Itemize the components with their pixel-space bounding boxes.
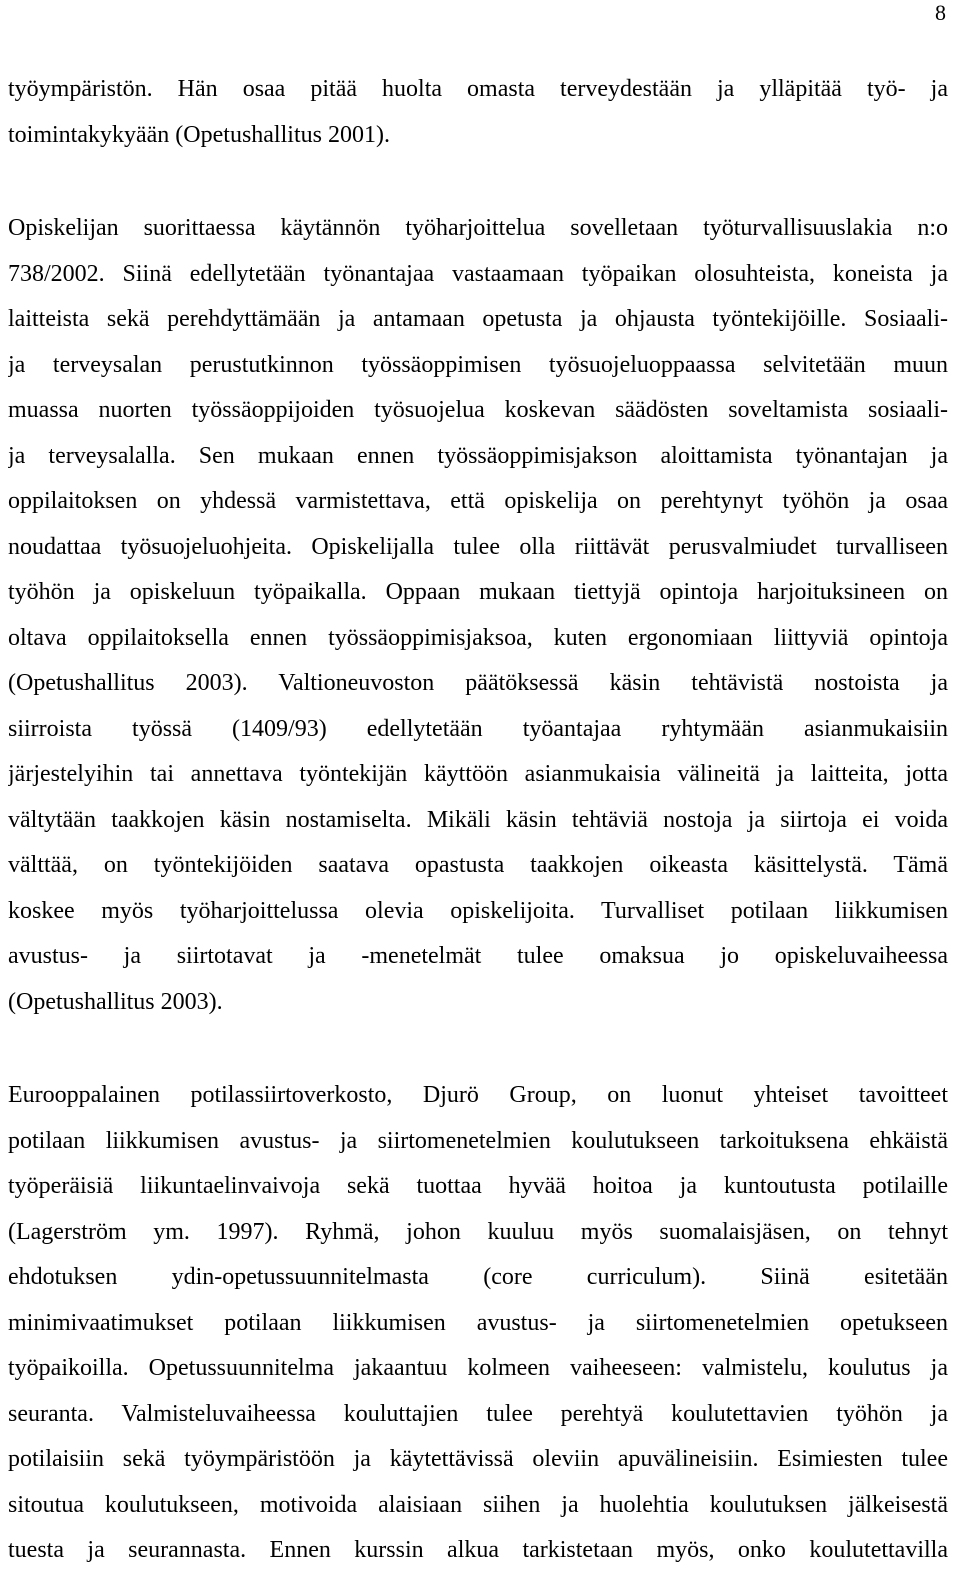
paragraph [8,70,948,161]
text-line: ja terveysalan perustutkinnon työssäoppimisen työsuojeluoppaassa selvitetään muun [8,351,948,378]
text-line: välttää, on työntekijöiden saatava opastusta taakkojen oikeasta käsittelystä. Tämä [8,852,948,878]
text-line: ja terveysalalla. Sen mukaan ennen työssäoppimisjakson aloittamista työnantajan ja [8,442,948,469]
text-line: (Opetushallitus 2003). [8,988,223,1015]
text-line: vältytään taakkojen käsin nostamiselta. Mikäli käsin tehtäviä nostoja ja siirtoja ei voida [8,806,948,833]
text-line: ehdotuksen ydin-opetussuunnitelmasta (core curriculum). Siinä esitetään [8,1264,948,1290]
text-line: seuranta. Valmisteluvaiheessa kouluttajien tulee perehtyä koulutettavien työhön ja [8,1400,948,1427]
text-line: työhön ja opiskeluun työpaikalla. Oppaan mukaan tiettyjä opintoja harjoituksineen on [8,579,948,605]
document-body [8,70,948,1577]
text-line: tuesta ja seurannasta. Ennen kurssin alkua tarkistetaan myös, onko koulutettavilla [8,1537,948,1563]
text-line: toimintakykyään (Opetushallitus 2001). [8,121,390,148]
page-number: 8 [935,0,946,25]
text-line: siirroista työssä (1409/93) edellytetään työantajaa ryhtymään asianmukaisiin [8,715,948,742]
text-line: 738/2002. Siinä edellytetään työnantajaa vastaamaan työpaikan olosuhteista, koneista ja [8,260,948,287]
text-line: laitteista sekä perehdyttämään ja antamaan opetusta ja ohjausta työntekijöille. Sosiaali- [8,306,948,332]
text-line: (Lagerström ym. 1997). Ryhmä, johon kuuluu myös suomalaisjäsen, on tehnyt [8,1218,948,1245]
text-line: koskee myös työharjoittelussa olevia opiskelijoita. Turvalliset potilaan liikkumisen [8,897,948,924]
text-line: noudattaa työsuojeluohjeita. Opiskelijalla tulee olla riittävät perusvalmiudet turvalliseen [8,533,948,560]
text-line: sitoutua koulutukseen, motivoida alaisiaan siihen ja huolehtia koulutuksen jälkeisestä [8,1491,948,1518]
text-line: muassa nuorten työssäoppijoiden työsuojelua koskevan säädösten soveltamista sosiaali- [8,397,948,423]
text-line: (Opetushallitus 2003). Valtioneuvoston päätöksessä käsin tehtävistä nostoista ja [8,670,948,696]
text-line: oltava oppilaitoksella ennen työssäoppimisjaksoa, kuten ergonomiaan liittyviä opintoja [8,624,948,651]
text-line: minimivaatimukset potilaan liikkumisen avustus- ja siirtomenetelmien opetukseen [8,1309,948,1336]
paragraph [8,1076,948,1577]
text-line: työperäisiä liikuntaelinvaivoja sekä tuottaa hyvää hoitoa ja kuntoutusta potilaille [8,1173,948,1199]
paragraph [8,209,948,1028]
text-line: työpaikoilla. Opetussuunnitelma jakaantuu kolmeen vaiheeseen: valmistelu, koulutus ja [8,1355,948,1381]
text-line: avustus- ja siirtotavat ja -menetelmät tulee omaksua jo opiskeluvaiheessa [8,943,948,969]
text-line: Opiskelijan suorittaessa käytännön työharjoittelua sovelletaan työturvallisuuslakia n:o [8,215,948,241]
text-line: työympäristön. Hän osaa pitää huolta omasta terveydestään ja ylläpitää työ- ja [8,76,948,102]
text-line: oppilaitoksen on yhdessä varmistettava, että opiskelija on perehtynyt työhön ja osaa [8,488,948,514]
text-line: Eurooppalainen potilassiirtoverkosto, Djurö Group, on luonut yhteiset tavoitteet [8,1082,948,1108]
text-line: potilaan liikkumisen avustus- ja siirtomenetelmien koulutukseen tarkoituksena ehkäistä [8,1127,948,1154]
text-line: järjestelyihin tai annettava työntekijän käyttöön asianmukaisia välineitä ja laitteita, jotta [8,761,948,787]
text-line: potilaisiin sekä työympäristöön ja käytettävissä oleviin apuvälineisiin. Esimiesten tulee [8,1446,948,1472]
